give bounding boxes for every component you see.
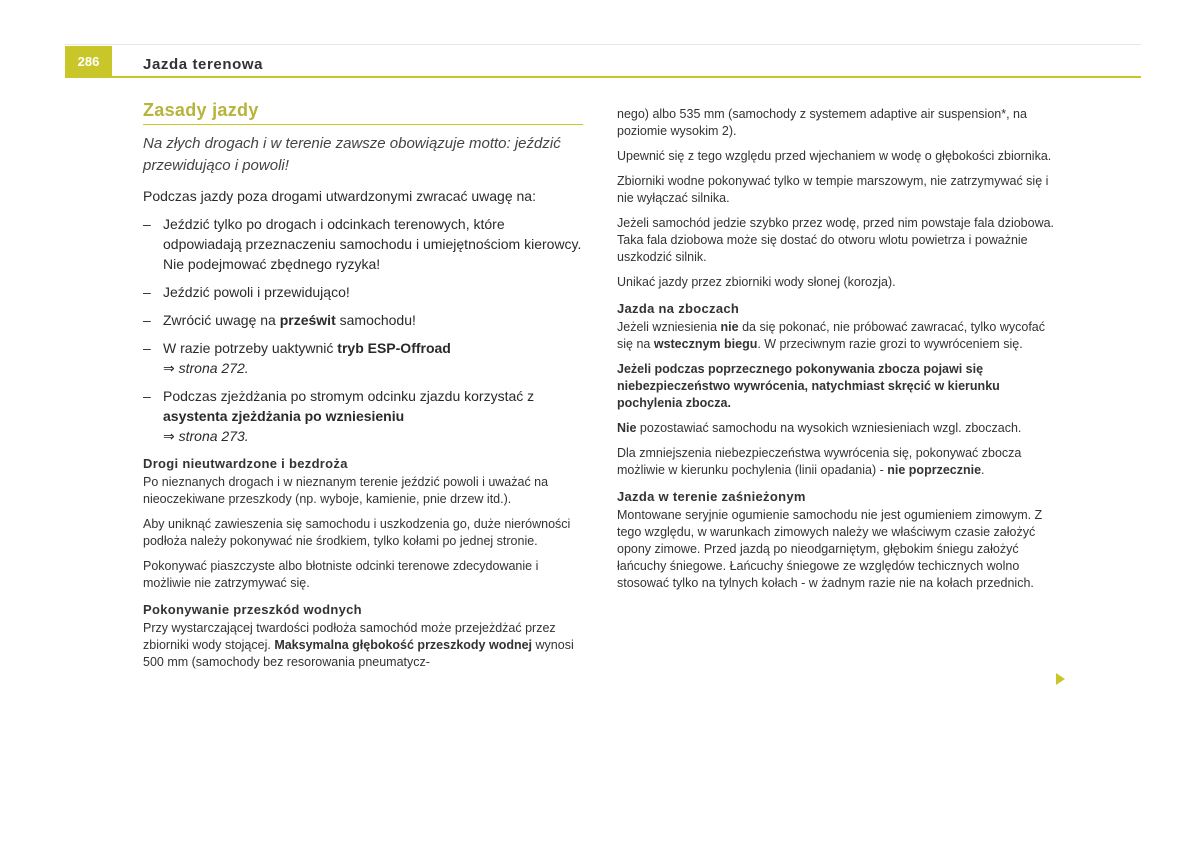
- intro-text: Podczas jazdy poza drogami utwardzonymi zwracać uwagę na:: [143, 188, 536, 204]
- subheading-roads: Drogi nieutwardzone i bezdroża: [143, 456, 348, 471]
- paragraph: Przy wystarczającej twardości podłoża samochód może przejeżdżać przez zbiorniki wody stojącej. Maksymalna głębokość przeszkody wodnej wynosi 500 mm (samochody bez resorowania pneumatycz-: [143, 621, 574, 669]
- page-reference: ⇒ strona 273.: [163, 428, 249, 444]
- subheading-slopes: Jazda na zboczach: [617, 301, 740, 316]
- continue-arrow-icon: [1056, 673, 1065, 685]
- paragraph: Pokonywać piaszczyste albo błotniste odcinki terenowe zdecydowanie i możliwie nie zatrzymywać się.: [143, 559, 539, 590]
- header-rule: [65, 76, 1141, 78]
- warning-paragraph: Jeżeli podczas poprzecznego pokonywania zbocza pojawi się niebezpieczeństwo wywrócenia, natychmiast skręcić w kierunku pochylenia zbocza.: [617, 362, 1000, 410]
- motto: Na złych drogach i w terenie zawsze obowiązuje motto: jeździć przewidująco i powoli!: [143, 135, 561, 174]
- list-item: – Zwrócić uwagę na prześwit samochodu!: [143, 312, 416, 328]
- page-number: 286: [65, 46, 112, 76]
- section-title: Zasady jazdy: [143, 100, 259, 120]
- paragraph: Dla zmniejszenia niebezpieczeństwa wywrócenia się, pokonywać zbocza możliwie w kierunku pochylenia (linii opadania) - nie poprzecznie.: [617, 446, 1022, 477]
- paragraph: Upewnić się z tego względu przed wjechaniem w wodę o głębokości zbiornika.: [617, 149, 1052, 163]
- page-reference: ⇒ strona 272.: [163, 360, 249, 376]
- right-column: [617, 106, 1057, 600]
- list-item: – Podczas zjeżdżania po stromym odcinku zjazdu korzystać z asystenta zjeżdżania po wzniesieniu ⇒ strona 273.: [143, 388, 535, 444]
- paragraph: Nie pozostawiać samochodu na wysokich wzniesieniach wzgl. zboczach.: [617, 421, 1022, 435]
- chapter-title: Jazda terenowa: [143, 56, 264, 73]
- paragraph: Po nieznanych drogach i w nieznanym terenie jeździć powoli i uważać na nieoczekiwane przeszkody (np. wyboje, kamienie, pnie drzew itd.).: [143, 475, 549, 506]
- paragraph: Jeżeli samochód jedzie szybko przez wodę, przed nim powstaje fala dziobowa. Taka fala dziobowa może się dostać do otworu wlotu powietrza i poważnie uszkodzić silnik.: [617, 216, 1055, 264]
- rules-list: [143, 214, 583, 446]
- paragraph: Montowane seryjnie ogumienie samochodu nie jest ogumieniem zimowym. Z tego względu, w warunkach zimowych należy we właściwym czasie założyć opony zimowe. Przed jazdą po nieodgarniętym, głębokim śniegu założyć łańcuchy śniegowe. Łańcuchy śniegowe ze względów techicznych wolno stosować tylko na tylnych kołach - w żadnym razie nie na kołach przednich.: [617, 508, 1043, 590]
- paragraph: Jeżeli wzniesienia nie da się pokonać, nie próbować zawracać, tylko wycofać się na wstecznym biegu. W przeciwnym razie grozi to wywróceniem się.: [617, 320, 1045, 351]
- subheading-snow: Jazda w terenie zaśnieżonym: [617, 489, 806, 504]
- paragraph: Zbiorniki wodne pokonywać tylko w tempie marszowym, nie zatrzymywać się i nie wyłączać silnika.: [617, 174, 1049, 205]
- paragraph: Aby uniknąć zawieszenia się samochodu i uszkodzenia go, duże nierówności podłoża należy pokonywać nie środkiem, tylko kołami po jednej stronie.: [143, 517, 571, 548]
- list-item: – W razie potrzeby uaktywnić tryb ESP-Offroad ⇒ strona 272.: [143, 340, 451, 376]
- paragraph: Unikać jazdy przez zbiorniki wody słonej (korozja).: [617, 275, 896, 289]
- subheading-water: Pokonywanie przeszkód wodnych: [143, 602, 362, 617]
- top-rule: [65, 44, 1141, 45]
- section-rule: [143, 124, 583, 125]
- list-item: – Jeździć tylko po drogach i odcinkach terenowych, które odpowiadają przeznaczeniu samochodu i umiejętnościom kierowcy. Nie podejmować zbędnego ryzyka!: [143, 216, 582, 272]
- paragraph: nego) albo 535 mm (samochody z systemem adaptive air suspension*, na poziomie wysokim 2).: [617, 107, 1027, 138]
- list-item: – Jeździć powoli i przewidująco!: [143, 284, 350, 300]
- left-column: [143, 100, 583, 679]
